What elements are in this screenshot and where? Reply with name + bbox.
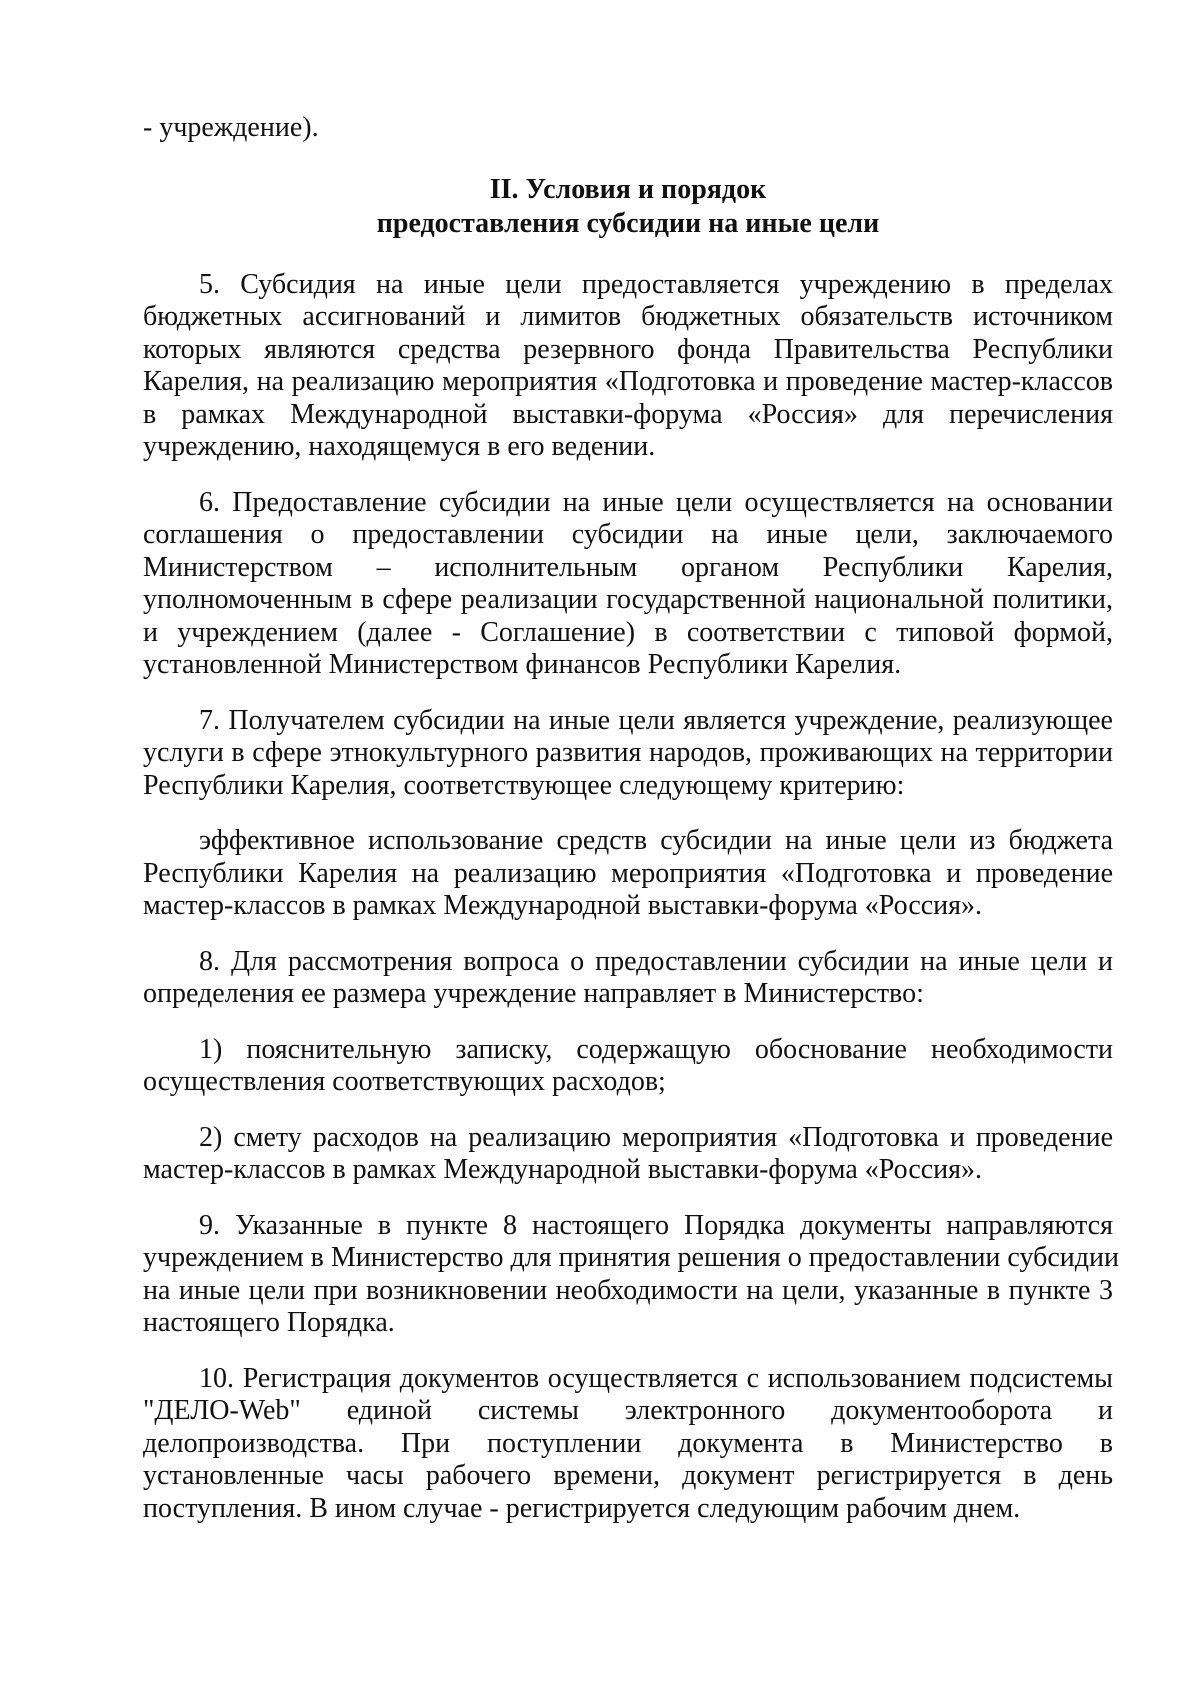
document-body xyxy=(143,112,1119,1548)
text-line: Карелия, на реализацию мероприятия «Подготовка и проведение мастер-классов xyxy=(143,366,1113,397)
paragraph-8-item-2 xyxy=(143,1122,1113,1187)
text-line: установленной Министерством финансов Республики Карелия. xyxy=(143,649,902,680)
text-line: бюджетных ассигнований и лимитов бюджетных обязательств источником xyxy=(143,301,1113,332)
text-line: мастер-классов в рамках Международной выставки-форума «Россия». xyxy=(143,890,983,921)
text-line: 8. Для рассмотрения вопроса о предоставлении субсидии на иные цели и xyxy=(199,945,1113,977)
text-line: - учреждение). xyxy=(143,112,319,143)
paragraph-7 xyxy=(143,705,1113,803)
text-line: учреждением в Министерство для принятия решения о предоставлении субсидии xyxy=(143,1242,1119,1273)
text-line: установленные часы рабочего времени, документ регистрируется в день xyxy=(143,1460,1113,1491)
text-line: соглашения о предоставлении субсидии на иные цели, заключаемого xyxy=(143,519,1113,550)
text-line: осуществления соответствующих расходов; xyxy=(143,1066,666,1097)
text-line: 7. Получателем субсидии на иные цели является учреждение, реализующее xyxy=(199,704,1113,736)
continuation-line xyxy=(143,112,1113,145)
text-line: и учреждением (далее - Соглашение) в соответствии с типовой формой, xyxy=(143,616,1113,648)
text-line: "ДЕЛО-Web" единой системы электронного документооборота и xyxy=(143,1395,1113,1426)
text-line: мастер-классов в рамках Международной выставки-форума «Россия». xyxy=(143,1154,983,1185)
text-line: которых являются средства резервного фонда Правительства Республики xyxy=(143,333,1113,365)
text-line: Министерством – исполнительным органом Республики Карелия, xyxy=(143,551,1113,583)
text-line: 5. Субсидия на иные цели предоставляется учреждению в пределах xyxy=(199,268,1113,300)
paragraph-9 xyxy=(143,1209,1119,1340)
text-line: эффективное использование средств субсидии на иные цели из бюджета xyxy=(199,825,1113,856)
paragraph-6 xyxy=(143,487,1113,682)
paragraph-criterion xyxy=(143,825,1113,923)
section-heading-line-1: II. Условия и порядок xyxy=(489,173,767,205)
text-line: 2) смету расходов на реализацию мероприятия «Подготовка и проведение xyxy=(199,1121,1113,1153)
text-line: определения ее размера учреждение направляет в Министерство: xyxy=(143,978,924,1009)
text-line: настоящего Порядка. xyxy=(143,1307,395,1338)
text-line: в рамках Международной выставки-форума «Россия» для перечисления xyxy=(143,398,1113,430)
paragraph-5 xyxy=(143,269,1113,464)
text-line: делопроизводства. При поступлении документа в Министерство в xyxy=(143,1427,1113,1459)
text-line: Республики Карелия, соответствующее следующему критерию: xyxy=(143,769,905,801)
paragraph-8-item-1 xyxy=(143,1034,1113,1099)
text-line: 6. Предоставление субсидии на иные цели осуществляется на основании xyxy=(199,486,1113,518)
section-heading xyxy=(143,173,1113,241)
section-heading-line-2: предоставления субсидии на иные цели xyxy=(376,207,880,239)
paragraph-8 xyxy=(143,946,1113,1011)
text-line: 10. Регистрация документов осуществляется с использованием подсистемы xyxy=(199,1362,1113,1394)
text-line: услуги в сфере этнокультурного развития народов, проживающих на территории xyxy=(143,737,1113,768)
text-line: на иные цели при возникновении необходимости на цели, указанные в пункте 3 xyxy=(143,1274,1113,1306)
text-line: 9. Указанные в пункте 8 настоящего Порядка документы направляются xyxy=(199,1209,1113,1241)
text-line: учреждению, находящемуся в его ведении. xyxy=(143,431,656,462)
text-line: Республики Карелия на реализацию мероприятия «Подготовка и проведение xyxy=(143,857,1113,889)
text-line: поступления. В ином случае - регистрируется следующим рабочим днем. xyxy=(143,1492,1021,1524)
text-line: 1) пояснительную записку, содержащую обоснование необходимости xyxy=(199,1033,1113,1065)
text-line: уполномоченным в сфере реализации государственной национальной политики, xyxy=(143,584,1113,615)
paragraph-10 xyxy=(143,1363,1113,1526)
